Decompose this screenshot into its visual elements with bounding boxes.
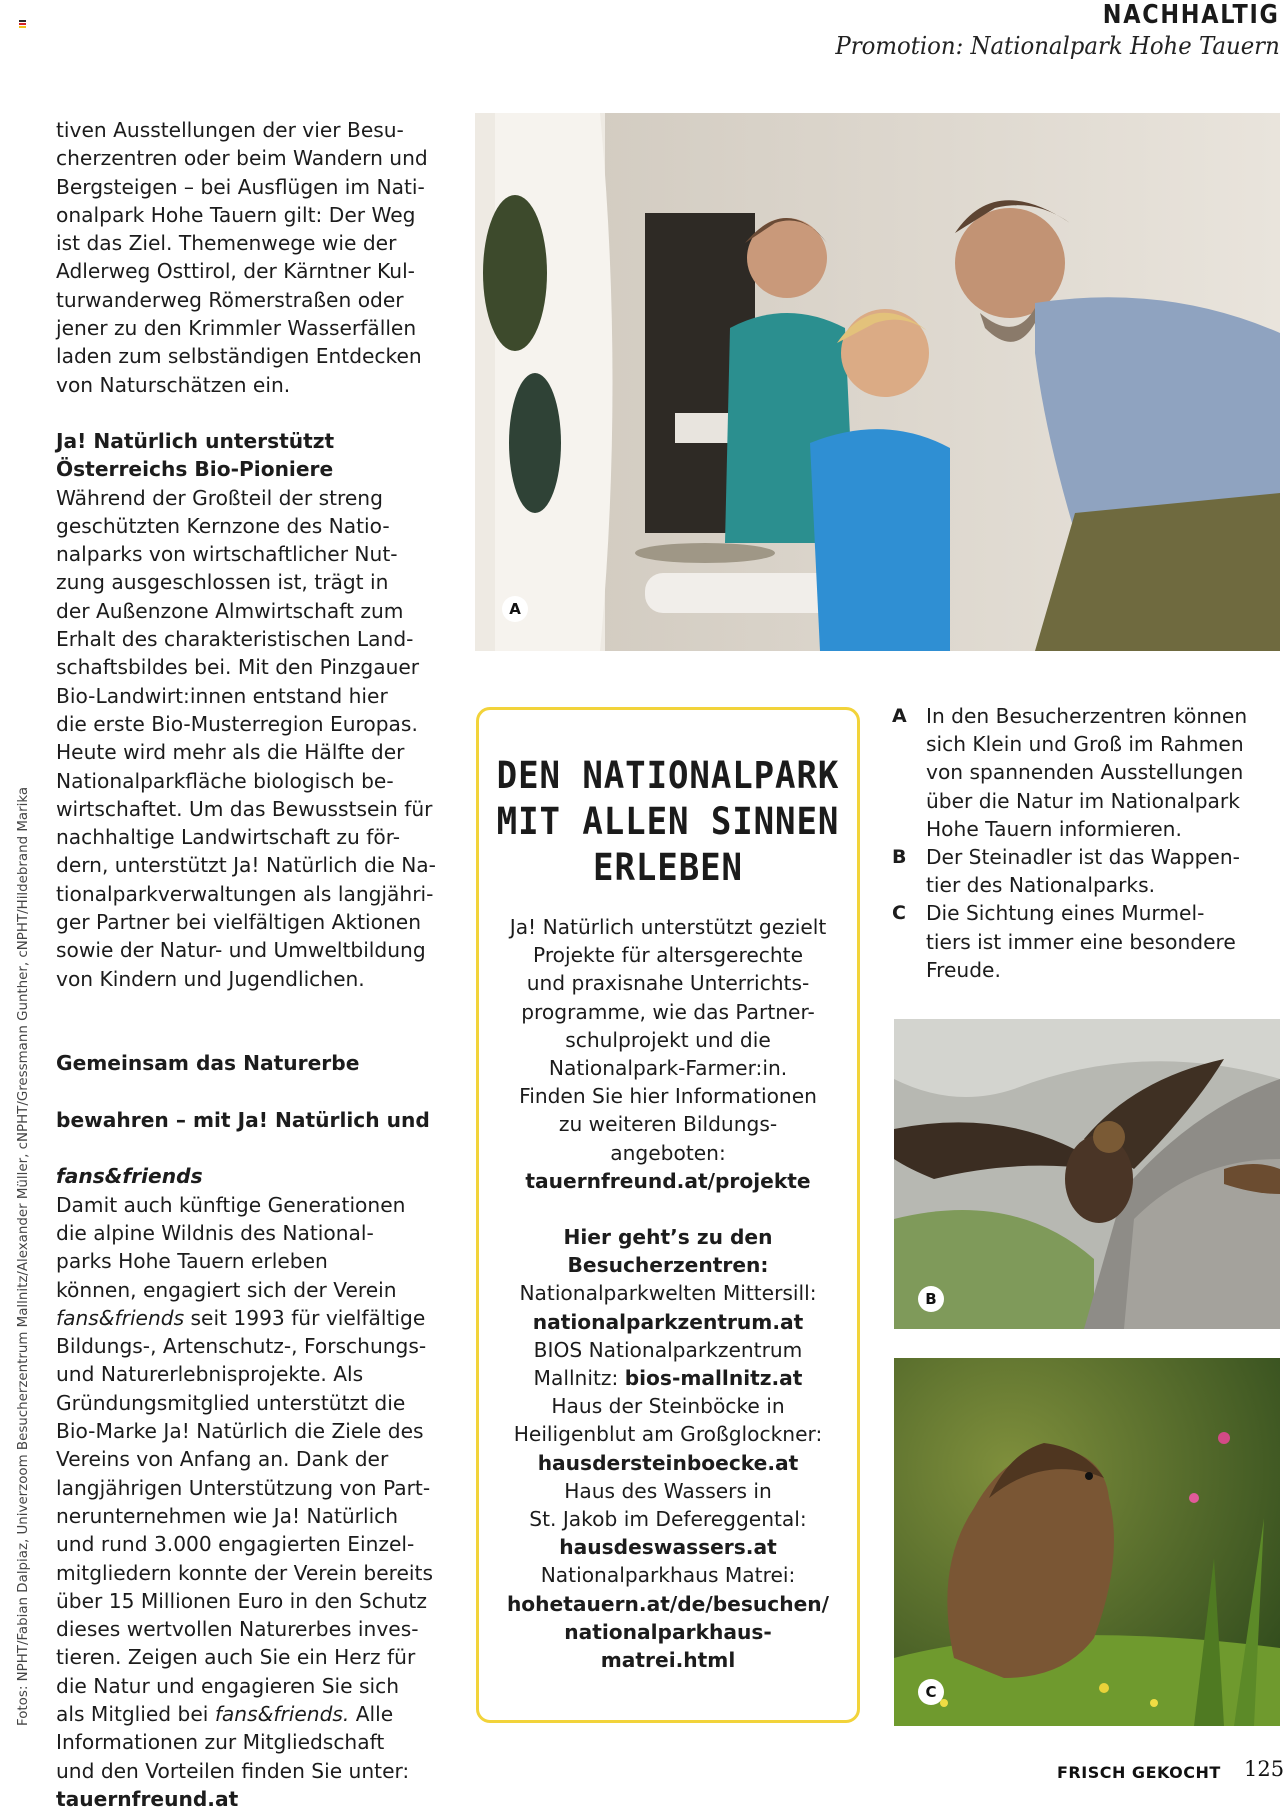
- center1-link[interactable]: nationalparkzentrum.at: [532, 1309, 804, 1334]
- center4-name: Haus des Wassers in St. Jakob im Defereggental:: [529, 1478, 807, 1532]
- section2-p2: seit 1993 für vielfältige: [184, 1305, 426, 1330]
- caption-text: Der Steinadler ist das Wappen- tier des Nationalparks.: [926, 845, 1240, 898]
- fans-friends-2: fans&friends.: [214, 1702, 350, 1727]
- flag-icon: [19, 20, 26, 28]
- info-box: [476, 707, 860, 1723]
- caption-text: Die Sichtung eines Murmel- tiers ist immer eine besondere Freude.: [926, 901, 1236, 982]
- section2-p1: Damit auch künftige Generationen die alpine Wildnis des National- parks Hohe Tauern erleben können, engagiert sich der Verein: [56, 1192, 406, 1302]
- section-label: NACHHALTIG: [1103, 0, 1280, 30]
- caption-letter: B: [892, 846, 907, 869]
- page-number: 125: [1244, 1757, 1284, 1781]
- section2-heading-line2: bewahren – mit Ja! Natürlich und: [56, 1107, 430, 1132]
- center3-name: Haus der Steinböcke in Heiligenblut am Großglockner:: [513, 1394, 823, 1447]
- intro-paragraph: tiven Ausstellungen der vier Besu- cherzentren oder beim Wandern und Bergsteigen – bei Ausflügen im Nati- onalpark Hohe Tauern gilt: Der Weg ist das Ziel. Themenwege wie der Adlerweg Osttirol, der Kärntner Kul- turwanderweg Römerstraßen oder jener zu den Krimmler Wasserfällen laden zum selbständigen Entdecken von Naturschätzen ein.: [56, 118, 428, 397]
- center5-name: Nationalparkhaus Matrei:: [540, 1563, 796, 1588]
- info-box-intro: Ja! Natürlich unterstützt gezielt Projekte für altersgerechte und praxisnahe Unterrichts- programme, wie das Partner- schulprojekt und die Nationalpark-Farmer:in. Finden Sie hier Informationen zu weiteren Bildungs- angeboten:: [509, 915, 827, 1165]
- centers-heading: Hier geht’s zu den Besucherzentren:: [563, 1225, 773, 1278]
- photo-marmot: [894, 1358, 1280, 1726]
- section2-p4: als Mitglied bei: [56, 1702, 215, 1727]
- photo-a-badge: A: [502, 596, 528, 622]
- photo-b-badge: B: [918, 1286, 944, 1312]
- section2-heading-line3: fans&friends: [56, 1164, 203, 1189]
- center2-name-part: Mallnitz:: [533, 1366, 625, 1391]
- fans-friends-1: fans&friends: [56, 1305, 185, 1330]
- section1-heading: Ja! Natürlich unterstützt Österreichs Bio-Pioniere: [56, 428, 335, 482]
- tauernfreund-link[interactable]: tauernfreund.at: [56, 1786, 239, 1811]
- photo-c-badge: C: [918, 1679, 944, 1705]
- footer-brand: FRISCH GEKOCHT: [1057, 1763, 1221, 1782]
- caption-letter: A: [892, 705, 907, 727]
- caption-text: In den Besucherzentren können sich Klein und Groß im Rahmen von spannenden Ausstellungen über die Natur im Nationalpark Hohe Tauern informieren.: [926, 704, 1248, 841]
- caption-letter: C: [892, 902, 906, 925]
- promotion-line: Promotion: Nationalpark Hohe Tauern: [835, 32, 1280, 60]
- photo-credit: Fotos: NPHT/Fabian Dalpiaz, Univerzoom Besucherzentrum Mallnitz/Alexander Müller, cNPHT/Gressmann Gunther, cNPHT/Hildebrand Marika: [16, 786, 31, 1726]
- photo-exhibition: [475, 113, 1280, 651]
- center3-link[interactable]: hausdersteinboecke.at: [537, 1450, 799, 1475]
- section2-p6: Informationen zur Mitgliedschaft und den Vorteilen finden Sie unter:: [56, 1730, 410, 1783]
- photo-captions: [892, 702, 1280, 984]
- eagle-illustration: [894, 1019, 1280, 1329]
- caption-b: [892, 843, 1280, 899]
- projekte-link[interactable]: tauernfreund.at/projekte: [525, 1168, 811, 1193]
- section2-p3: Bildungs-, Artenschutz-, Forschungs- und Naturerlebnisprojekte. Als Gründungsmitglied unterstützt die Bio-Marke Ja! Natürlich die Ziele des Vereins von Anfang an. Dank der langjährigen Unterstützung von Part- nerunternehmen wie Ja! Natürlich und rund 3.000 engagierten Einzel- mitgliedern konnte der Verein bereits über 15 Millionen Euro in den Schutz dieses wertvollen Naturerbes inves- tieren. Zeigen auch Sie ein Herz für die Natur und engagieren Sie sich: [56, 1334, 433, 1698]
- center5-link[interactable]: hohetauern.at/de/besuchen/ nationalparkhaus- matrei.html: [506, 1591, 830, 1673]
- center2-name: BIOS Nationalparkzentrum: [533, 1337, 803, 1362]
- section2-p5: Alle: [349, 1702, 394, 1727]
- section2-body: [56, 1191, 456, 1785]
- caption-c: [892, 899, 1280, 984]
- section1-body: Während der Großteil der streng geschützten Kernzone des Natio- nalparks von wirtschaftlicher Nut- zung ausgeschlossen ist, trägt in der Außenzone Almwirtschaft zum Erhalt des charakteristischen Land- schaftsbildes bei. Mit den Pinzgauer Bio-Landwirt:innen entstand hier die erste Bio-Musterregion Europas. Heute wird mehr als die Hälfte der Nationalparkfläche biologisch be- wirtschaftet. Um das Bewusstsein für nachhaltige Landwirtschaft zu för- dern, unterstützt Ja! Natürlich die Na- tionalparkverwaltungen als langjähri- ger Partner bei vielfältigen Aktionen sowie der Natur- und Umweltbildung von Kindern und Jugendlichen.: [56, 485, 436, 991]
- info-box-title: DEN NATIONALPARK MIT ALLEN SINNEN ERLEBEN: [496, 754, 840, 889]
- marmot-illustration: [894, 1358, 1280, 1726]
- exhibition-illustration: [475, 113, 1280, 651]
- center4-link[interactable]: hausdeswassers.at: [559, 1535, 777, 1560]
- center1-name: Nationalparkwelten Mittersill:: [519, 1281, 817, 1306]
- left-column: [56, 116, 456, 1813]
- caption-a: [892, 702, 1280, 843]
- center2-link[interactable]: bios-mallnitz.at: [624, 1366, 803, 1391]
- section2-heading: [56, 1021, 456, 1191]
- photo-eagle: [894, 1019, 1280, 1329]
- section2-heading-line1: Gemeinsam das Naturerbe: [56, 1051, 360, 1076]
- center2-line: [479, 1364, 857, 1392]
